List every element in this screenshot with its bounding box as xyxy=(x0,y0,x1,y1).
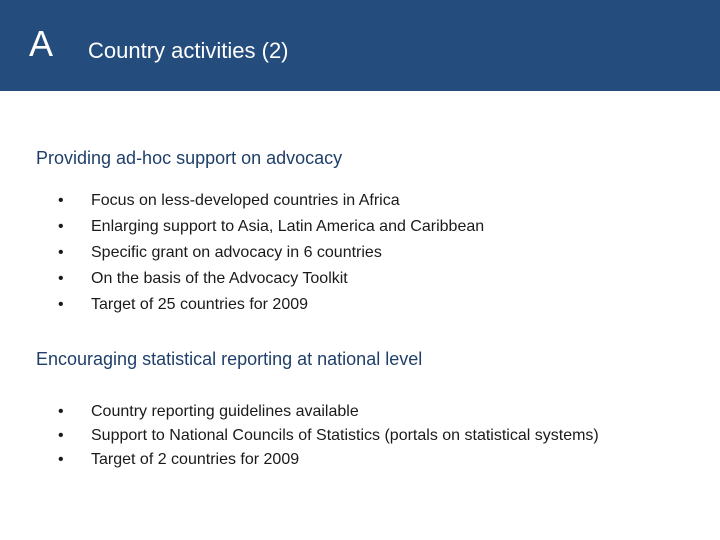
bullet-icon: • xyxy=(58,192,64,209)
section-letter: A xyxy=(29,23,54,64)
bullet-icon: • xyxy=(58,296,64,313)
bullet-icon: • xyxy=(58,218,64,235)
list-item xyxy=(58,240,678,266)
bullet-icon: • xyxy=(58,451,64,468)
list-item-text: Specific grant on advocacy in 6 countries xyxy=(91,244,382,261)
section-heading-advocacy: Providing ad-hoc support on advocacy xyxy=(36,148,343,168)
list-item-text: Focus on less-developed countries in Africa xyxy=(91,192,400,209)
slide-title: Country activities (2) xyxy=(88,38,289,63)
section-heading-reporting: Encouraging statistical reporting at national level xyxy=(36,349,423,369)
list-item-text: Country reporting guidelines available xyxy=(91,403,359,420)
list-item xyxy=(58,266,678,292)
list-item-text: Target of 25 countries for 2009 xyxy=(91,296,309,313)
bullet-icon: • xyxy=(58,244,64,261)
list-item-text: Target of 2 countries for 2009 xyxy=(91,451,300,468)
list-item xyxy=(58,448,658,472)
list-item xyxy=(58,188,678,214)
list-item-text: On the basis of the Advocacy Toolkit xyxy=(91,270,348,287)
header-band xyxy=(0,0,720,91)
list-item xyxy=(58,400,658,424)
bullet-icon: • xyxy=(58,427,64,444)
list-item xyxy=(58,424,658,448)
advocacy-bullet-list xyxy=(58,188,678,318)
list-item xyxy=(58,214,678,240)
reporting-bullet-list xyxy=(58,400,658,472)
list-item-text: Support to National Councils of Statistics (portals on statistical systems) xyxy=(91,427,599,444)
list-item-text: Enlarging support to Asia, Latin America and Caribbean xyxy=(91,218,485,235)
list-item xyxy=(58,292,678,318)
bullet-icon: • xyxy=(58,403,64,420)
bullet-icon: • xyxy=(58,270,64,287)
